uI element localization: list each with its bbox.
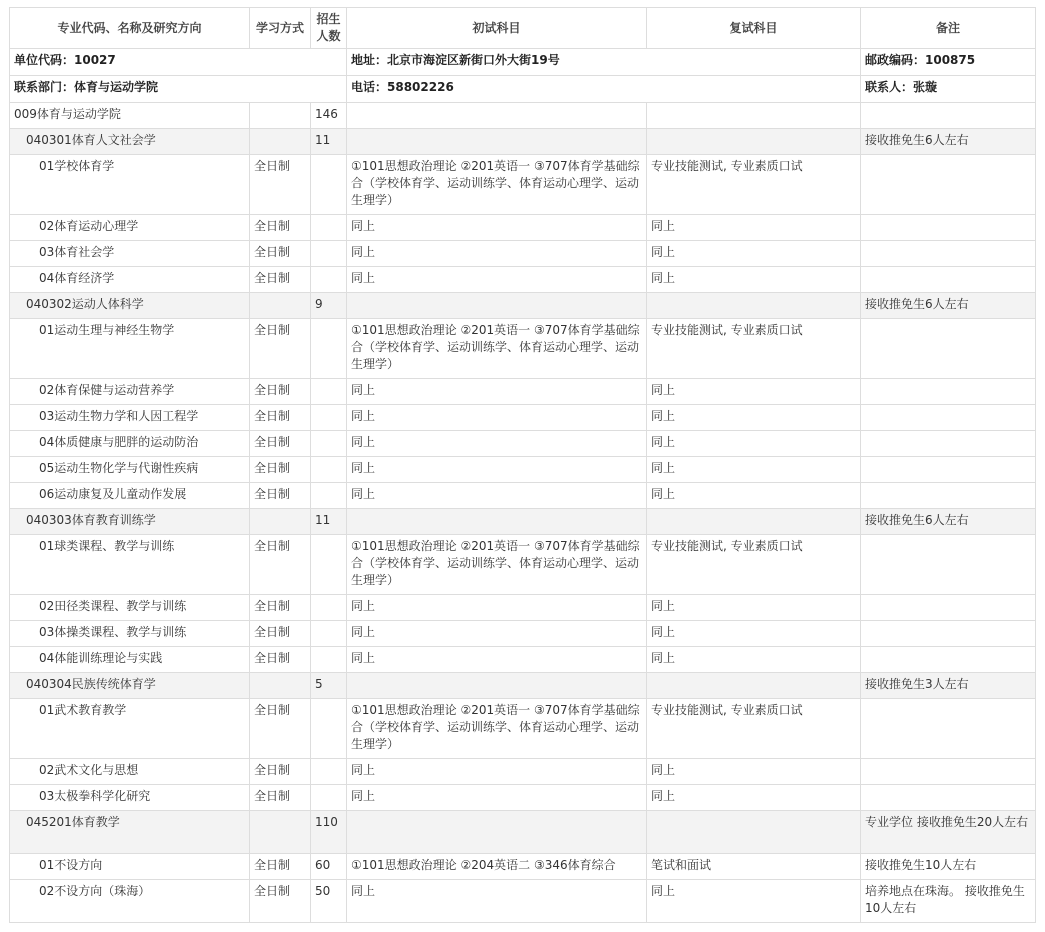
direction-note bbox=[861, 621, 1036, 647]
direction-row bbox=[10, 483, 1036, 509]
direction-note bbox=[861, 699, 1036, 759]
major-note: 接收推免生3人左右 bbox=[861, 673, 1036, 699]
major-row bbox=[10, 293, 1036, 319]
major-note: 专业学位 接收推免生20人左右 bbox=[861, 811, 1036, 854]
major-name: 045201体育教学 bbox=[10, 811, 250, 854]
major-exam1 bbox=[347, 673, 647, 699]
direction-quota bbox=[311, 215, 347, 241]
direction-quota bbox=[311, 535, 347, 595]
major-exam2 bbox=[647, 293, 861, 319]
contact-department: 联系部门：体育与运动学院 bbox=[10, 76, 347, 103]
direction-name: 03体操类课程、教学与训练 bbox=[10, 621, 250, 647]
direction-name: 05运动生物化学与代谢性疾病 bbox=[10, 457, 250, 483]
direction-mode: 全日制 bbox=[250, 699, 311, 759]
direction-mode: 全日制 bbox=[250, 241, 311, 267]
major-mode bbox=[250, 811, 311, 854]
direction-row bbox=[10, 431, 1036, 457]
dept-name: 009体育与运动学院 bbox=[10, 103, 250, 129]
direction-mode: 全日制 bbox=[250, 319, 311, 379]
direction-note bbox=[861, 379, 1036, 405]
dept-quota: 146 bbox=[311, 103, 347, 129]
direction-exam1: 同上 bbox=[347, 215, 647, 241]
unit-code: 单位代码：10027 bbox=[10, 49, 347, 76]
header-exam1: 初试科目 bbox=[347, 8, 647, 49]
address: 地址：北京市海淀区新街口外大街19号 bbox=[347, 49, 861, 76]
major-exam1 bbox=[347, 293, 647, 319]
direction-name: 02体育保健与运动营养学 bbox=[10, 379, 250, 405]
direction-quota bbox=[311, 379, 347, 405]
direction-exam2: 同上 bbox=[647, 241, 861, 267]
direction-quota bbox=[311, 647, 347, 673]
direction-exam2: 同上 bbox=[647, 457, 861, 483]
major-mode bbox=[250, 673, 311, 699]
major-name: 040303体育教育训练学 bbox=[10, 509, 250, 535]
direction-mode: 全日制 bbox=[250, 621, 311, 647]
direction-row bbox=[10, 621, 1036, 647]
direction-note bbox=[861, 155, 1036, 215]
direction-exam2: 同上 bbox=[647, 405, 861, 431]
direction-exam1: 同上 bbox=[347, 759, 647, 785]
direction-row bbox=[10, 595, 1036, 621]
direction-exam2: 专业技能测试, 专业素质口试 bbox=[647, 535, 861, 595]
direction-exam2: 同上 bbox=[647, 880, 861, 923]
major-exam2 bbox=[647, 673, 861, 699]
dept-row bbox=[10, 103, 1036, 129]
direction-exam2: 同上 bbox=[647, 215, 861, 241]
major-note: 接收推免生6人左右 bbox=[861, 293, 1036, 319]
direction-mode: 全日制 bbox=[250, 155, 311, 215]
direction-exam2: 同上 bbox=[647, 647, 861, 673]
direction-exam1: 同上 bbox=[347, 241, 647, 267]
major-name: 040302运动人体科学 bbox=[10, 293, 250, 319]
direction-quota: 50 bbox=[311, 880, 347, 923]
direction-note bbox=[861, 483, 1036, 509]
major-name: 040304民族传统体育学 bbox=[10, 673, 250, 699]
direction-row bbox=[10, 457, 1036, 483]
major-quota: 9 bbox=[311, 293, 347, 319]
major-quota: 11 bbox=[311, 509, 347, 535]
direction-quota bbox=[311, 483, 347, 509]
major-exam1 bbox=[347, 129, 647, 155]
direction-exam1: 同上 bbox=[347, 647, 647, 673]
major-note: 接收推免生6人左右 bbox=[861, 509, 1036, 535]
direction-note: 接收推免生10人左右 bbox=[861, 854, 1036, 880]
major-exam2 bbox=[647, 811, 861, 854]
direction-name: 04体能训练理论与实践 bbox=[10, 647, 250, 673]
direction-note bbox=[861, 785, 1036, 811]
direction-exam2: 笔试和面试 bbox=[647, 854, 861, 880]
direction-exam2: 同上 bbox=[647, 595, 861, 621]
major-exam1 bbox=[347, 811, 647, 854]
direction-mode: 全日制 bbox=[250, 854, 311, 880]
direction-quota bbox=[311, 699, 347, 759]
direction-exam2: 同上 bbox=[647, 431, 861, 457]
major-note: 接收推免生6人左右 bbox=[861, 129, 1036, 155]
direction-name: 01武术教育教学 bbox=[10, 699, 250, 759]
direction-name: 04体质健康与肥胖的运动防治 bbox=[10, 431, 250, 457]
direction-exam1: 同上 bbox=[347, 785, 647, 811]
direction-row bbox=[10, 155, 1036, 215]
direction-row bbox=[10, 405, 1036, 431]
info-row-1 bbox=[10, 49, 1036, 76]
direction-name: 02武术文化与思想 bbox=[10, 759, 250, 785]
direction-quota bbox=[311, 431, 347, 457]
direction-name: 04体育经济学 bbox=[10, 267, 250, 293]
major-mode bbox=[250, 509, 311, 535]
direction-row bbox=[10, 267, 1036, 293]
direction-note bbox=[861, 319, 1036, 379]
direction-exam2: 同上 bbox=[647, 621, 861, 647]
direction-exam1: 同上 bbox=[347, 483, 647, 509]
direction-quota bbox=[311, 621, 347, 647]
direction-row bbox=[10, 379, 1036, 405]
direction-name: 01球类课程、教学与训练 bbox=[10, 535, 250, 595]
direction-name: 03体育社会学 bbox=[10, 241, 250, 267]
direction-note bbox=[861, 647, 1036, 673]
direction-row bbox=[10, 854, 1036, 880]
direction-exam1: 同上 bbox=[347, 431, 647, 457]
direction-exam1: 同上 bbox=[347, 405, 647, 431]
direction-mode: 全日制 bbox=[250, 647, 311, 673]
direction-row bbox=[10, 647, 1036, 673]
direction-note bbox=[861, 595, 1036, 621]
direction-quota: 60 bbox=[311, 854, 347, 880]
direction-exam1: ①101思想政治理论 ②204英语二 ③346体育综合 bbox=[347, 854, 647, 880]
direction-exam2: 同上 bbox=[647, 267, 861, 293]
direction-quota bbox=[311, 457, 347, 483]
direction-mode: 全日制 bbox=[250, 759, 311, 785]
direction-quota bbox=[311, 759, 347, 785]
direction-note bbox=[861, 267, 1036, 293]
direction-exam1: 同上 bbox=[347, 457, 647, 483]
header-row bbox=[10, 8, 1036, 49]
direction-note bbox=[861, 405, 1036, 431]
direction-note bbox=[861, 457, 1036, 483]
major-row bbox=[10, 509, 1036, 535]
direction-name: 02不设方向（珠海） bbox=[10, 880, 250, 923]
header-mode: 学习方式 bbox=[250, 8, 311, 49]
direction-note bbox=[861, 215, 1036, 241]
direction-quota bbox=[311, 267, 347, 293]
direction-name: 01运动生理与神经生物学 bbox=[10, 319, 250, 379]
direction-exam1: 同上 bbox=[347, 880, 647, 923]
direction-mode: 全日制 bbox=[250, 595, 311, 621]
contact-person: 联系人：张璇 bbox=[861, 76, 1036, 103]
direction-mode: 全日制 bbox=[250, 880, 311, 923]
direction-quota bbox=[311, 405, 347, 431]
direction-mode: 全日制 bbox=[250, 785, 311, 811]
header-major: 专业代码、名称及研究方向 bbox=[10, 8, 250, 49]
direction-name: 03太极拳科学化研究 bbox=[10, 785, 250, 811]
direction-exam2: 同上 bbox=[647, 759, 861, 785]
direction-quota bbox=[311, 319, 347, 379]
direction-exam1: ①101思想政治理论 ②201英语一 ③707体育学基础综合（学校体育学、运动训练学、体育运动心理学、运动生理学） bbox=[347, 699, 647, 759]
direction-note bbox=[861, 535, 1036, 595]
direction-exam2: 同上 bbox=[647, 483, 861, 509]
major-exam2 bbox=[647, 129, 861, 155]
direction-row bbox=[10, 880, 1036, 923]
direction-exam1: 同上 bbox=[347, 595, 647, 621]
direction-name: 01学校体育学 bbox=[10, 155, 250, 215]
direction-row bbox=[10, 535, 1036, 595]
major-exam1 bbox=[347, 509, 647, 535]
info-row-2 bbox=[10, 76, 1036, 103]
table-body bbox=[10, 103, 1036, 923]
major-mode bbox=[250, 293, 311, 319]
direction-row bbox=[10, 759, 1036, 785]
major-quota: 5 bbox=[311, 673, 347, 699]
direction-exam2: 专业技能测试, 专业素质口试 bbox=[647, 155, 861, 215]
direction-name: 03运动生物力学和人因工程学 bbox=[10, 405, 250, 431]
direction-mode: 全日制 bbox=[250, 267, 311, 293]
direction-note: 培养地点在珠海。 接收推免生10人左右 bbox=[861, 880, 1036, 923]
direction-mode: 全日制 bbox=[250, 431, 311, 457]
direction-name: 02田径类课程、教学与训练 bbox=[10, 595, 250, 621]
major-quota: 11 bbox=[311, 129, 347, 155]
direction-mode: 全日制 bbox=[250, 405, 311, 431]
major-row bbox=[10, 811, 1036, 854]
direction-exam1: ①101思想政治理论 ②201英语一 ③707体育学基础综合（学校体育学、运动训练学、体育运动心理学、运动生理学） bbox=[347, 535, 647, 595]
direction-exam1: 同上 bbox=[347, 267, 647, 293]
direction-row bbox=[10, 215, 1036, 241]
postcode: 邮政编码：100875 bbox=[861, 49, 1036, 76]
direction-exam1: 同上 bbox=[347, 379, 647, 405]
direction-note bbox=[861, 431, 1036, 457]
direction-exam1: ①101思想政治理论 ②201英语一 ③707体育学基础综合（学校体育学、运动训练学、体育运动心理学、运动生理学） bbox=[347, 319, 647, 379]
direction-row bbox=[10, 319, 1036, 379]
header-note: 备注 bbox=[861, 8, 1036, 49]
direction-row bbox=[10, 699, 1036, 759]
direction-quota bbox=[311, 241, 347, 267]
admission-table bbox=[9, 7, 1036, 923]
direction-exam2: 专业技能测试, 专业素质口试 bbox=[647, 699, 861, 759]
direction-mode: 全日制 bbox=[250, 379, 311, 405]
direction-mode: 全日制 bbox=[250, 535, 311, 595]
direction-name: 06运动康复及儿童动作发展 bbox=[10, 483, 250, 509]
direction-exam2: 专业技能测试, 专业素质口试 bbox=[647, 319, 861, 379]
major-mode bbox=[250, 129, 311, 155]
direction-quota bbox=[311, 595, 347, 621]
header-exam2: 复试科目 bbox=[647, 8, 861, 49]
direction-exam1: ①101思想政治理论 ②201英语一 ③707体育学基础综合（学校体育学、运动训练学、体育运动心理学、运动生理学） bbox=[347, 155, 647, 215]
direction-mode: 全日制 bbox=[250, 457, 311, 483]
direction-note bbox=[861, 759, 1036, 785]
major-quota: 110 bbox=[311, 811, 347, 854]
direction-exam2: 同上 bbox=[647, 379, 861, 405]
major-row bbox=[10, 129, 1036, 155]
direction-name: 02体育运动心理学 bbox=[10, 215, 250, 241]
header-quota: 招生人数 bbox=[311, 8, 347, 49]
direction-note bbox=[861, 241, 1036, 267]
direction-mode: 全日制 bbox=[250, 483, 311, 509]
major-row bbox=[10, 673, 1036, 699]
direction-exam1: 同上 bbox=[347, 621, 647, 647]
direction-quota bbox=[311, 785, 347, 811]
phone: 电话：58802226 bbox=[347, 76, 861, 103]
direction-quota bbox=[311, 155, 347, 215]
major-exam2 bbox=[647, 509, 861, 535]
major-name: 040301体育人文社会学 bbox=[10, 129, 250, 155]
direction-exam2: 同上 bbox=[647, 785, 861, 811]
direction-name: 01不设方向 bbox=[10, 854, 250, 880]
direction-mode: 全日制 bbox=[250, 215, 311, 241]
direction-row bbox=[10, 785, 1036, 811]
direction-row bbox=[10, 241, 1036, 267]
